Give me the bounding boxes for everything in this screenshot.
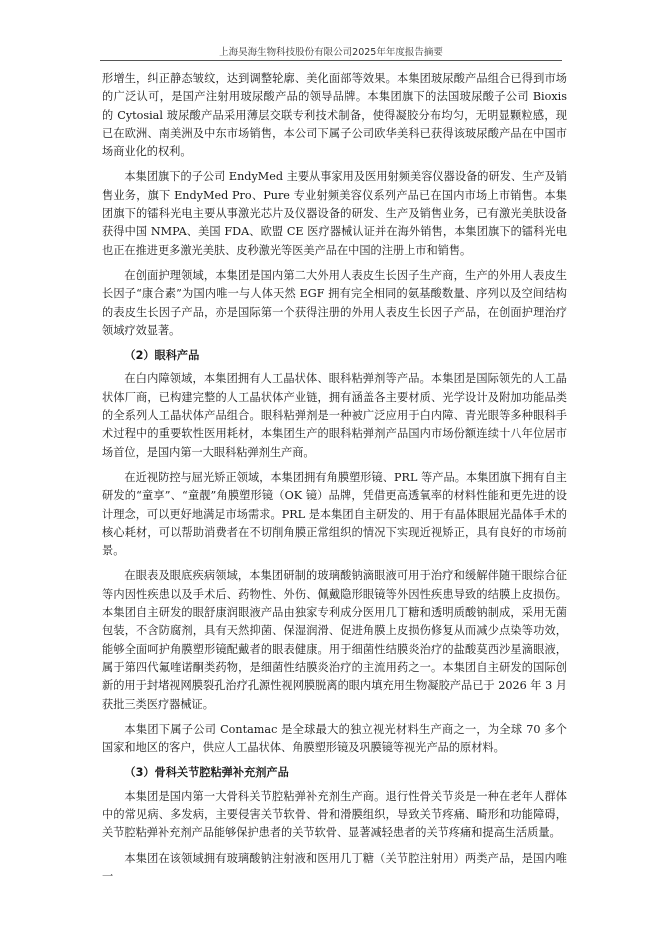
paragraph-myopia: 在近视防控与屈光矫正领域，本集团拥有角膜塑形镜、PRL 等产品。本集团旗下拥有自主研发的“童享”、“童靓”角膜塑形镜（OK 镜）品牌，凭借更高透氧率的材料性能和更先进的设计理念，可以更好地满足市场需求。PRL 是本集团自主研发的、用于有晶体眼屈光晶体手术的核心耗材，可以帮助消费者在不切削角膜正常组织的情况下实现近视矫正，具有良好的市场前景。 [102, 470, 567, 558]
page-header: 上海昊海生物科技股份有限公司2025年年度报告摘要 [219, 47, 443, 58]
paragraph-contamac: 本集团下属子公司 Contamac 是全球最大的独立视光材料生产商之一，为全球 70 多个国家和地区的客户，供应人工晶状体、角膜塑形镜及巩膜镜等视光产品的原材料。 [102, 722, 567, 755]
header-divider [100, 60, 562, 61]
paragraph-osteoarthritis: 本集团是国内第一大骨科关节腔粘弹补充剂生产商。退行性骨关节炎是一种在老年人群体中的常见病、多发病，主要侵害关节软骨、骨和滑膜组织，导致关节疼痛、畸形和功能障碍，关节腔粘弹补充剂产品能够保护患者的关节软骨、显著减轻患者的关节疼痛和提高生活质量。 [102, 789, 567, 840]
paragraph-joint-products: 本集团在该领域拥有玻璃酸钠注射液和医用几丁糖（关节腔注射用）两类产品，是国内唯一 [102, 851, 567, 883]
paragraph-hyaluronic-continued: 形增生，纠正静态皱纹，达到调整轮廓、美化面部等效果。本集团玻尿酸产品组合已得到市场的广泛认可，是国产注射用玻尿酸产品的领导品牌。本集团旗下的法国玻尿酸子公司 Bioxis 的 Cytosial 玻尿酸产品采用薄层交联专利技术制备，使得凝胶分布均匀，无明显颗粒感，现已在欧洲、南美洲及中东市场销售，本公司下属子公司欧华美科已获得该玻尿酸产品在中国市场商业化的权利。 [102, 72, 567, 159]
paragraph-wound-care: 在创面护理领域，本集团是国内第二大外用人表皮生长因子生产商，生产的外用人表皮生长因子“康合素”为国内唯一与人体天然 EGF 拥有完全相同的氨基酸数量、序列以及空间结构的表皮生长因子产品，亦是国际第一个获得注册的外用人表皮生长因子产品，在创面护理治疗领域疗效显著。 [102, 268, 567, 337]
section-heading-ophthalmology: （2）眼科产品 [124, 349, 200, 363]
report-body [102, 70, 567, 893]
paragraph-cataract: 在白内障领域，本集团拥有人工晶状体、眼科粘弹剂等产品。本集团是国际领先的人工晶状体厂商，已构建完整的人工晶状体产业链，拥有涵盖各主要材质、光学设计及附加功能品类的全系列人工晶状体产品组合。眼科粘弹剂是一种被广泛应用于白内障、青光眼等多种眼科手术过程中的重要软性医用耗材，本集团生产的眼科粘弹剂产品国内市场份额连续十八年位居市场首位，是国内第一大眼科粘弹剂生产商。 [102, 372, 567, 459]
paragraph-ocular-surface: 在眼表及眼底疾病领域，本集团研制的玻璃酸钠滴眼液可用于治疗和缓解伴随干眼综合征等内因性疾患以及手术后、药物性、外伤、佩戴隐形眼镜等外因性疾患导致的结膜上皮损伤。本集团自主研发的眼舒康润眼液产品由独家专利成分医用几丁糖和透明质酸钠制成，采用无菌包装，不含防腐剂，具有天然抑菌、保湿润滑、促进角膜上皮损伤修复从而减少点染等功效，能够全面呵护角膜塑形镜配戴者的眼表健康。用于细菌性结膜炎治疗的盐酸莫西沙星滴眼液，属于第四代氟喹诺酮类药物，是细菌性结膜炎治疗的主流用药之一。本集团自主研发的国际创新的用于封堵视网膜裂孔治疗孔源性视网膜脱离的眼内填充用生物凝胶产品已于 2026 年 3 月获批三类医疗器械证。 [102, 569, 567, 711]
section-heading-orthopedics: （3）骨科关节腔粘弹补充剂产品 [124, 766, 289, 780]
paragraph-endymed: 本集团旗下的子公司 EndyMed 主要从事家用及医用射频美容仪器设备的研发、生产及销售业务，旗下 EndyMed Pro、Pure 专业射频美容仪系列产品已在国内市场上市销售。本集团旗下的镭科光电主要从事激光芯片及仪器设备的研发、生产及销售业务，已有激光美肤设备获得中国 NMPA、美国 FDA、欧盟 CE 医疗器械认证并在海外销售，本集团旗下的镭科光电也正在推进更多激光美肤、皮秒激光等医美产品在中国的注册上市和销售。 [102, 170, 567, 257]
